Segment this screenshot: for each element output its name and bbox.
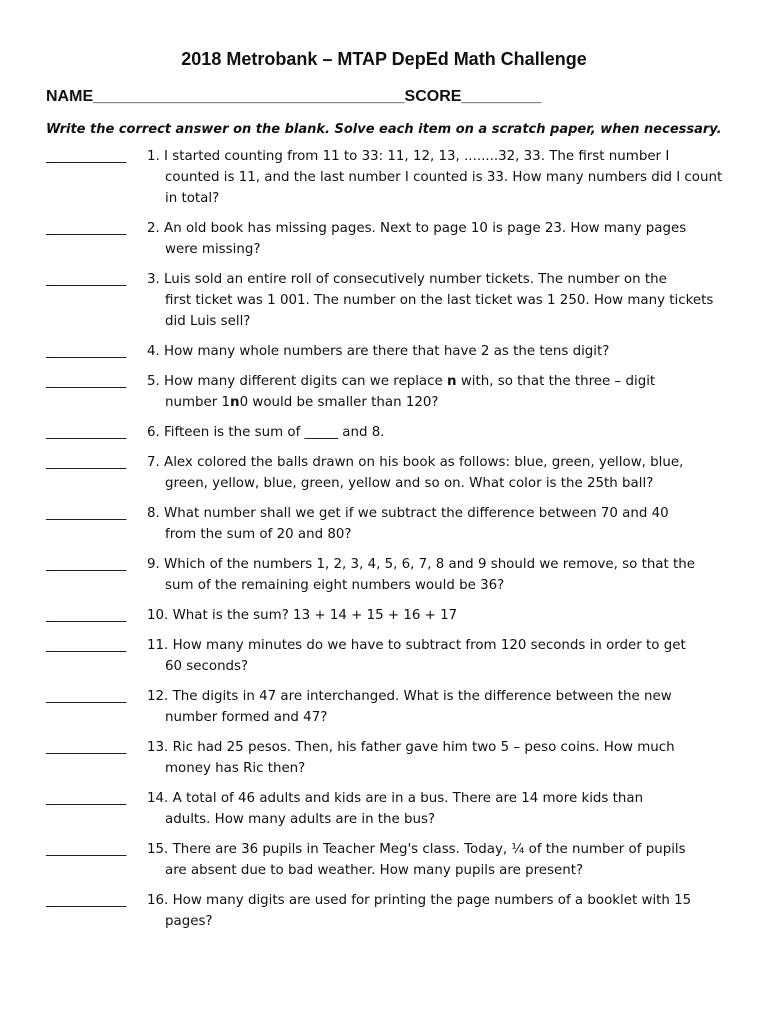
question-item — [46, 839, 726, 881]
question-text-continued: counted is 11, and the last number I counted is 33. How many numbers did I count in total? — [165, 170, 723, 206]
question-item — [46, 422, 726, 443]
question-text: An old book has missing pages. Next to page 10 is page 23. How many pages — [164, 221, 687, 236]
question-text-continued: adults. How many adults are in the bus? — [165, 812, 436, 827]
answer-blank: ____________ — [46, 455, 127, 470]
question-item — [46, 503, 726, 545]
question-text: How many whole numbers are there that have 2 as the tens digit? — [164, 344, 610, 359]
question-item — [46, 269, 726, 332]
question-text-continued — [147, 392, 726, 413]
question-text: The digits in 47 are interchanged. What is the difference between the new — [172, 689, 672, 704]
question-text-continued: sum of the remaining eight numbers would be 36? — [165, 578, 505, 593]
answer-blank: ____________ — [46, 842, 127, 857]
question-text-continued: green, yellow, blue, green, yellow and so on. What color is the 25th ball? — [165, 476, 654, 491]
question-text-continued: number formed and 47? — [165, 710, 328, 725]
answer-blank: ____________ — [46, 608, 127, 623]
question-text: Luis sold an entire roll of consecutively number tickets. The number on the — [164, 272, 667, 287]
question-text: A total of 46 adults and kids are in a bus. There are 14 more kids than — [172, 791, 644, 806]
answer-blank: ____________ — [46, 791, 127, 806]
question-item — [46, 890, 726, 932]
answer-blank: ____________ — [46, 740, 127, 755]
question-number: 11. — [147, 638, 169, 653]
question-text: Which of the numbers 1, 2, 3, 4, 5, 6, 7, 8 and 9 should we remove, so that the — [164, 557, 695, 572]
question-item — [46, 218, 726, 260]
answer-blank: ____________ — [46, 506, 127, 521]
question-number: 9. — [147, 557, 160, 572]
question-number: 5. — [147, 374, 160, 389]
question-number: 13. — [147, 740, 169, 755]
question-text: What number shall we get if we subtract the difference between 70 and 40 — [164, 506, 669, 521]
answer-blank: ____________ — [46, 893, 127, 908]
question-text-continued: first ticket was 1 001. The number on the last ticket was 1 250. How many tickets did Luis sell? — [165, 293, 714, 329]
question-text-continued: pages? — [165, 914, 213, 929]
question-text: How many digits are used for printing the page numbers of a booklet with 15 — [172, 893, 692, 908]
question-number: 14. — [147, 791, 169, 806]
question-text: How many different digits can we replace — [164, 374, 443, 389]
question-item — [46, 341, 726, 362]
question-text-continued: money has Ric then? — [165, 761, 306, 776]
question-item — [46, 605, 726, 626]
answer-blank: ____________ — [46, 557, 127, 572]
question-text-continued: were missing? — [165, 242, 261, 257]
question-text: There are 36 pupils in Teacher Meg's class. Today, ¼ of the number of pupils — [172, 842, 686, 857]
answer-blank: ____________ — [46, 689, 127, 704]
question-number: 16. — [147, 893, 169, 908]
question-item — [46, 371, 726, 413]
question-number: 6. — [147, 425, 160, 440]
question-number: 10. — [147, 608, 169, 623]
variable-n: n — [447, 374, 457, 389]
answer-blank: ____________ — [46, 221, 127, 236]
variable-n: n — [230, 395, 240, 410]
question-text: I started counting from 11 to 33: 11, 12, 13, ........32, 33. The first number I — [164, 149, 670, 164]
question-item — [46, 146, 726, 209]
question-text: How many minutes do we have to subtract from 120 seconds in order to get — [172, 638, 686, 653]
question-number: 7. — [147, 455, 160, 470]
question-item — [46, 635, 726, 677]
question-list — [0, 146, 768, 932]
question-text-continued: are absent due to bad weather. How many pupils are present? — [165, 863, 584, 878]
question-item — [46, 452, 726, 494]
question-text: number 1 — [165, 395, 231, 410]
question-text-continued: 60 seconds? — [165, 659, 249, 674]
question-number: 2. — [147, 221, 160, 236]
question-number: 4. — [147, 344, 160, 359]
question-number: 12. — [147, 689, 169, 704]
answer-blank: ____________ — [46, 149, 127, 164]
instructions: Write the correct answer on the blank. Solve each item on a scratch paper, when necessary. — [46, 122, 722, 137]
question-text: Fifteen is the sum of _____ and 8. — [164, 425, 385, 440]
answer-blank: ____________ — [46, 425, 127, 440]
question-number: 3. — [147, 272, 160, 287]
question-text: with, so that the three – digit — [460, 374, 656, 389]
page-title: 2018 Metrobank – MTAP DepEd Math Challenge — [181, 49, 587, 69]
answer-blank: ____________ — [46, 374, 127, 389]
question-number: 8. — [147, 506, 160, 521]
answer-blank: ____________ — [46, 272, 127, 287]
question-item — [46, 554, 726, 596]
question-text: Alex colored the balls drawn on his book as follows: blue, green, yellow, blue, — [164, 455, 684, 470]
question-text: 0 would be smaller than 120? — [239, 395, 439, 410]
question-item — [46, 788, 726, 830]
question-number: 15. — [147, 842, 169, 857]
question-text: Ric had 25 pesos. Then, his father gave him two 5 – peso coins. How much — [172, 740, 675, 755]
question-number: 1. — [147, 149, 160, 164]
question-text: What is the sum? 13 + 14 + 15 + 16 + 17 — [172, 608, 458, 623]
answer-blank: ____________ — [46, 638, 127, 653]
question-text-continued: from the sum of 20 and 80? — [165, 527, 352, 542]
question-item — [46, 686, 726, 728]
name-score-line: NAME___________________________________SCORE_________ — [46, 88, 542, 105]
question-item — [46, 737, 726, 779]
answer-blank: ____________ — [46, 344, 127, 359]
